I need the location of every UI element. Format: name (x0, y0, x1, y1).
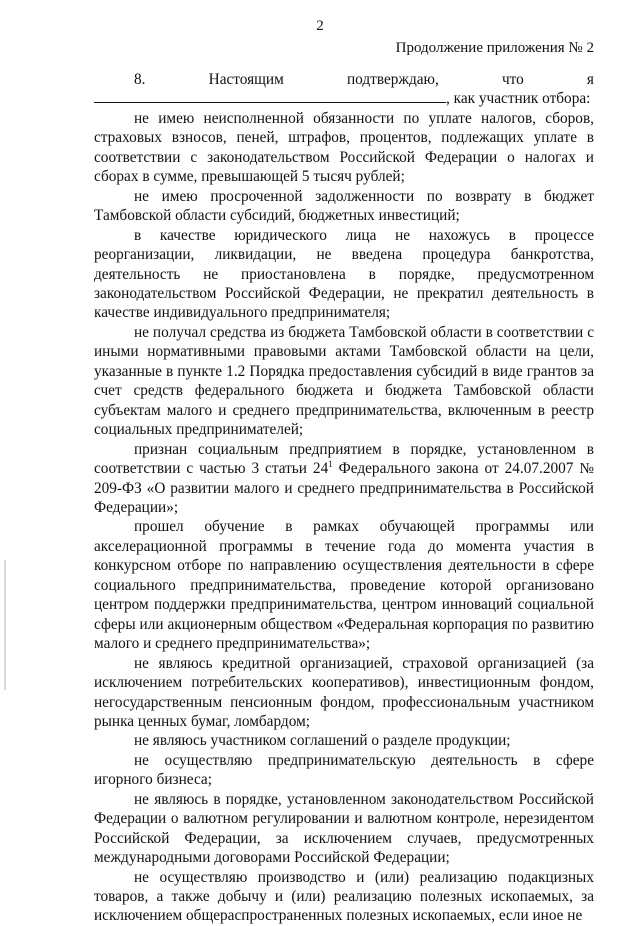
participant-name-blank (94, 90, 446, 103)
scan-edge-mark (4, 560, 6, 690)
paragraph-social-enterprise-end: Федерального закона от 24.07.2007 № 209-ФЗ «О развитии малого и среднего предпринимательства в Российской Федерации»; (94, 460, 594, 516)
paragraph-gambling: не осуществляю предпринимательскую деятельность в сфере игорного бизнеса; (94, 751, 594, 789)
paragraph-excise-goods: не осуществляю производство и (или) реализацию подакцизных товаров, а также добычу и (или) реализацию полезных ископаемых, за исключением общераспространенных полезных ископаемых, если иное не (94, 868, 594, 925)
document-body (94, 70, 594, 926)
page-number: 2 (316, 18, 324, 34)
intro-tail: , как участник отбора: (446, 90, 591, 108)
paragraph-training: прошел обучение в рамках обучающей программы или акселерационной программы в течение года до момента участия в конкурсном отборе по направлению осуществления деятельности в сфере социального предпринимательства, проведение которой организовано центром поддержки предпринимательства, центром инноваций социальной сферы или акционерным обществом «Федеральная корпорация по развитию малого и среднего предпринимательства»; (94, 518, 594, 653)
intro-word: подтверждаю, (346, 71, 439, 88)
participant-line (94, 89, 594, 108)
paragraph-reorganization: в качестве юридического лица не нахожусь в процессе реорганизации, ликвидации, не введена процедура банкротства, деятельность не приостановлена в порядке, предусмотренном законодательством Российской Федерации, не прекратил деятельность в качестве индивидуального предпринимателя; (94, 226, 594, 322)
paragraph-taxes: не имею неисполненной обязанности по уплате налогов, сборов, страховых взносов, пеней, штрафов, процентов, подлежащих уплате в соответствии с законодательством Российской Федерации о налогах и сборах в сумме, превышающей 5 тысяч рублей; (94, 109, 594, 186)
item-number: 8. (134, 71, 146, 88)
intro-word: что (501, 71, 524, 88)
paragraph-credit-organization: не являюсь кредитной организацией, страховой организацией (за исключением потребительских кооперативов), инвестиционным фондом, негосударственным пенсионным фондом, профессиональным участником рынка ценных бумаг, ломбардом; (94, 654, 594, 730)
paragraph-production-sharing: не являюсь участником соглашений о разделе продукции; (134, 732, 511, 750)
appendix-continuation: Продолжение приложения № 2 (395, 40, 594, 56)
article-superscript: 1 (328, 458, 333, 469)
paragraph-debt: не имею просроченной задолженности по возврату в бюджет Тамбовской области субсидий, бюджетных инвестиций; (94, 187, 594, 225)
paragraph-social-enterprise-start: признан социальным предприятием в порядке, установленном в соответствии с частью 3 статьи 24 (94, 440, 594, 478)
paragraph-budget-funds: не получал средства из бюджета Тамбовской области в соответствии с иными нормативными правовыми актами Тамбовской области на цели, указанные в пункте 1.2 Порядка предоставления субсидий в виде грантов за счет средств федерального бюджета и бюджета Тамбовской области субъектам малого и среднего предпринимательства, включенным в реестр социальных предпринимателей; (94, 323, 594, 439)
intro-word: Настоящим (208, 71, 284, 88)
intro-word: я (586, 71, 594, 88)
paragraph-social-enterprise (94, 440, 594, 518)
item-intro-line (94, 70, 594, 89)
paragraph-nonresident: не являюсь в порядке, установленном законодательством Российской Федерации о валютном регулировании и валютном контроле, нерезидентом Российской Федерации, за исключением случаев, предусмотренных международными договорами Российской Федерации; (94, 790, 594, 867)
